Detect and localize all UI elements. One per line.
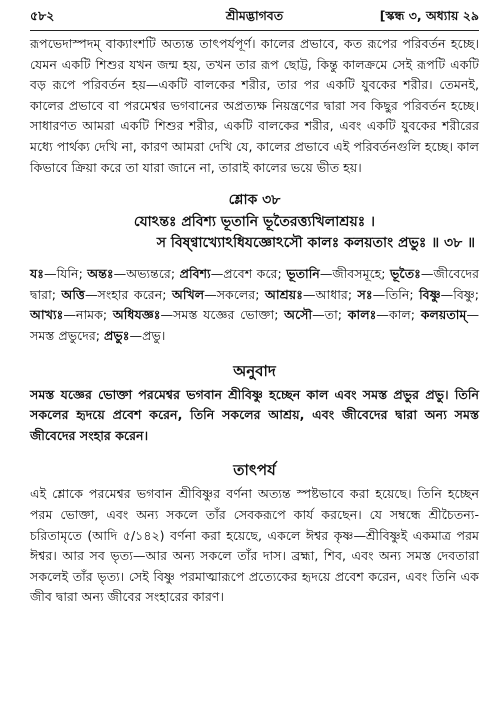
synonym-term: সঃ [357,286,373,302]
intro-paragraph: রূপভেদাস্পদম্ বাক্যাংশটি অত্যন্ত তাৎপর্যপূর্ণ। কালের প্রভাবে, কত রূপের পরিবর্তন হচ্ছে। যেমন একটি শিশুর যখন জন্ম হয়, তখন তার রূপ ছোট্ট, কিন্তু কালক্রমে সেই রূপটি একটি বড় রূপে পরিবর্তন হয়—একটি বালকের শরীর, তার পর একটি যুবকের শরীর। তেমনই, কালের প্রভাবে বা পরমেশ্বর ভগবানের অপ্রত্যক্ষ নিয়ন্ত্রণের দ্বারা সব কিছুর পরিবর্তন হচ্ছে। সাধারণত আমরা একটি শিশুর শরীর, একটি বালকের শরীর, এবং একটি যুবকের শরীরের মধ্যে পার্থক্য দেখি না, কারণ আমরা দেখি যে, কালের প্রভাবে এই পরিবর্তনগুলি হচ্ছে। কাল কিভাবে ক্রিয়া করে তা যারা জানে না, তারাই কালের ভয়ে ভীত হয়। [30,36,479,175]
synonym-meaning: সকলের [216,286,256,302]
translation-heading: অনুবাদ [233,361,276,380]
synonym-meaning: জীবেদের দ্বারা [30,266,480,302]
synonym-meaning: তিনি [385,286,410,302]
synonym-meaning: তা [324,307,338,323]
page-number: ৫৮২ [30,8,55,23]
purport-block [30,484,479,608]
synonym-meaning: বিষ্ণু [453,286,475,302]
translation-text: সমস্ত যজ্ঞের ভোক্তা পরমেশ্বর ভগবান শ্রীবিষ্ণু হচ্ছেন কাল এবং সমস্ত প্রভুর প্রভু। তিনি সকলের হৃদয়ে প্রবেশ করেন, তিনি সকলের আশ্রয়, এবং জীবেদের দ্বারা অন্য সমস্ত জীবেদের সংহার করেন। [30,386,479,443]
synonym-term: আখ্যঃ [30,307,64,323]
synonym-meaning: আধার [315,286,348,302]
page-body [30,34,479,608]
synonym-term: অত্তি [61,286,85,302]
synonym-term: ভূতৈঃ [390,266,421,282]
synonym-meaning: প্রভু [142,327,161,343]
verse-line-1: যোঽন্তঃ প্রবিশ্য ভূতানি ভূতৈরত্ত্যখিলাশ্রয়ঃ । [133,214,376,231]
verse-line-2: স বিষ্ণ্বাখ্যোঽধিযজ্ঞোঽসৌ কালঃ কলয়তাং প্রভুঃ ॥ ৩৮ ॥ [156,235,475,252]
synonym-meaning: যিনি [56,266,79,282]
synonym-term: কালঃ [347,307,377,323]
synonym-meaning: সমস্ত যজ্ঞের ভোক্তা [173,307,275,323]
synonym-term: যঃ [30,266,44,282]
purport-text: এই শ্লোকে পরমেশ্বর ভগবান শ্রীবিষ্ণুর বর্ণনা অত্যন্ত স্পষ্টভাবে করা হয়েছে। তিনি হচ্ছেন পরম ভোক্তা, এবং অন্য সকলে তাঁর সেবকরূপে কার্য করছেন। যে সম্বন্ধে শ্রীচৈতন্য-চরিতামৃতে (আদি ৫/১৪২) বর্ণনা করা হয়েছে, একলে ঈশ্বর কৃষ্ণ—শ্রীবিষ্ণুই একমাত্র পরম ঈশ্বর। আর সব ভৃত্য—আর অন্য সকলে তাঁর দাস। ব্রহ্মা, শিব, এবং অন্য সমস্ত দেবতারা সকলেই তাঁর ভৃত্য। সেই বিষ্ণু পরমাত্মারূপে প্রত্যেকের হৃদয়ে প্রবেশ করেন, এবং তিনি এক জীব দ্বারা অন্য জীবের সংহারের কারণ। [30,486,479,605]
synonym-term: বিষ্ণু [419,286,441,302]
synonym-term: অধিযজ্ঞঃ [112,307,161,323]
synonym-meaning: অভ্যন্তরে [126,266,171,282]
purport-heading: তাৎপর্য [233,461,276,480]
synonym-meaning: সংহার করেন [97,286,163,302]
header-rule [30,30,479,31]
page-header [30,8,479,28]
synonym-term: আশ্রয়ঃ [264,286,303,302]
section-reference: [স্কন্ধ ৩, অধ্যায় ২৯ [379,8,479,23]
synonym-term: কলয়তাম্ [420,307,467,323]
verse-text [30,212,479,254]
synonym-meaning: জীবসমূহে [332,266,382,282]
synonym-meaning: নামক [75,307,103,323]
book-title: শ্রীমদ্ভাগবত [225,8,284,23]
synonym-term: অসৌ [284,307,313,323]
synonym-term: প্রভুঃ [104,327,130,343]
synonym-term: অখিল [171,286,205,302]
synonym-term: অন্তঃ [87,266,114,282]
synonym-meaning: প্রবেশ করে [223,266,278,282]
synonym-meaning: সমস্ত প্রভুদের [30,327,96,343]
translation-block [30,385,479,447]
verse-heading: শ্লোক ৩৮ [228,192,281,209]
synonym-meaning: কাল [388,307,411,323]
synonym-term: ভূতানি [286,266,320,282]
synonym-term: প্রবিশ্য [179,266,211,282]
synonyms-paragraph: যঃ—যিনি; অন্তঃ—অভ্যন্তরে; প্রবিশ্য—প্রবেশ করে; ভূতানি—জীবসমূহে; ভূতৈঃ—জীবেদের দ্বারা; অত্তি—সংহার করেন; অখিল—সকলের; আশ্রয়ঃ—আধার; সঃ—তিনি; বিষ্ণু—বিষ্ণু; আখ্যঃ—নামক; অধিযজ্ঞঃ—সমস্ত যজ্ঞের ভোক্তা; অসৌ—তা; কালঃ—কাল; কলয়তাম্—সমস্ত প্রভুদের; প্রভুঃ—প্রভু। [30,266,480,343]
